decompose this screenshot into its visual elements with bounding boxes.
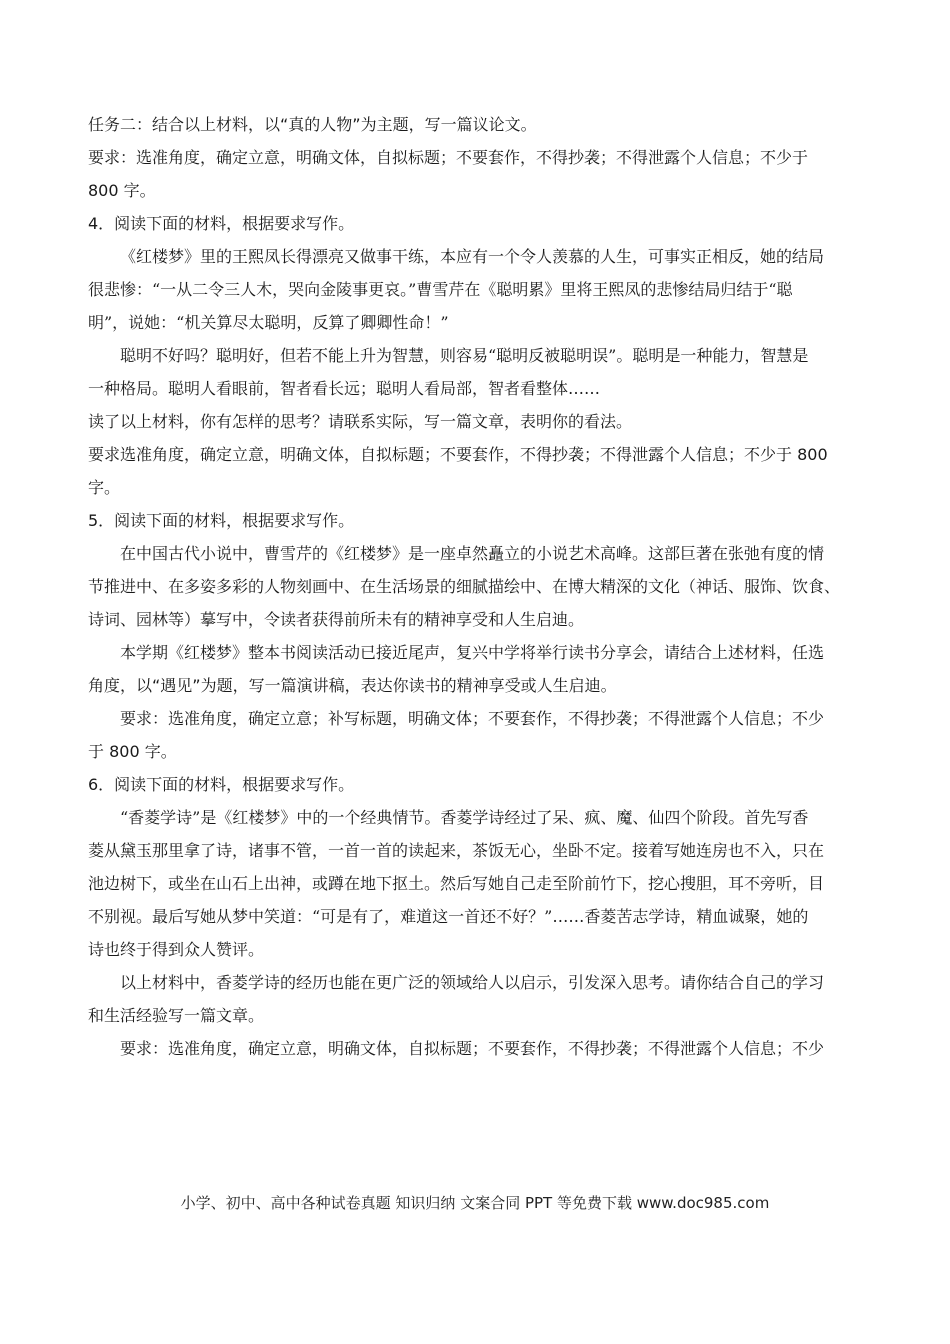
material-paragraph-line: 节推进中、在多姿多彩的人物刻画中、在生活场景的细腻描绘中、在博大精深的文化（神话、服饰、饮食、: [88, 577, 841, 596]
requirement-line: 800 字。: [88, 181, 156, 200]
requirement-line: 要求选准角度，确定立意，明确文体，自拟标题；不要套作，不得抄袭；不得泄露个人信息；不少于 800: [88, 445, 828, 464]
material-paragraph-line: 明”，说她：“机关算尽太聪明，反算了卿卿性命！”: [88, 313, 449, 332]
prompt-line: 和生活经验写一篇文章。: [88, 1006, 265, 1025]
material-paragraph-line: 不别视。最后写她从梦中笑道：“可是有了，难道这一首还不好？”……香菱苦志学诗，精血诚聚，她的: [88, 907, 809, 926]
question-heading-4: 4．阅读下面的材料，根据要求写作。: [88, 214, 355, 233]
requirement-line: 于 800 字。: [88, 742, 177, 761]
material-paragraph-line: 池边树下，或坐在山石上出神，或蹲在地下抠土。然后写她自己走至阶前竹下，挖心搜胆，耳不旁听，目: [88, 874, 825, 893]
page-footer: 小学、初中、高中各种试卷真题 知识归纳 文案合同 PPT 等免费下载 www.doc985.com: [180, 1194, 770, 1212]
material-paragraph-line: 聪明不好吗？聪明好，但若不能上升为智慧，则容易“聪明反被聪明误”。聪明是一种能力，智慧是: [120, 346, 809, 365]
material-paragraph-line: 菱从黛玉那里拿了诗，诸事不管，一首一首的读起来，茶饭无心，坐卧不定。接着写她连房也不入，只在: [88, 841, 825, 860]
material-paragraph-line: 诗也终于得到众人赞评。: [88, 940, 265, 959]
task-two-line: 任务二：结合以上材料，以“真的人物”为主题，写一篇议论文。: [88, 115, 537, 134]
requirement-line: 要求：选准角度，确定立意，明确文体，自拟标题；不要套作，不得抄袭；不得泄露个人信息；不少: [120, 1039, 825, 1058]
prompt-line: 本学期《红楼梦》整本书阅读活动已接近尾声，复兴中学将举行读书分享会，请结合上述材料，任选: [120, 643, 825, 662]
material-paragraph-line: 很悲惨：“一从二令三人木，哭向金陵事更哀。”曹雪芹在《聪明累》里将王熙凤的悲惨结局归结于“聪: [88, 280, 793, 299]
material-paragraph-line: 《红楼梦》里的王熙凤长得漂亮又做事干练，本应有一个令人羡慕的人生，可事实正相反，她的结局: [120, 247, 825, 266]
material-paragraph-line: 一种格局。聪明人看眼前，智者看长远；聪明人看局部，智者看整体……: [88, 379, 601, 398]
prompt-line: 以上材料中，香菱学诗的经历也能在更广泛的领域给人以启示，引发深入思考。请你结合自己的学习: [120, 973, 825, 992]
requirement-line: 要求：选准角度，确定立意，明确文体，自拟标题；不要套作，不得抄袭；不得泄露个人信息；不少于: [88, 148, 809, 167]
material-paragraph-line: “香菱学诗”是《红楼梦》中的一个经典情节。香菱学诗经过了呆、疯、魔、仙四个阶段。首先写香: [120, 808, 809, 827]
material-paragraph-line: 诗词、园林等）摹写中，令读者获得前所未有的精神享受和人生启迪。: [88, 610, 585, 629]
requirement-line: 字。: [88, 478, 121, 497]
material-paragraph-line: 在中国古代小说中，曹雪芹的《红楼梦》是一座卓然矗立的小说艺术高峰。这部巨著在张弛有度的情: [120, 544, 825, 563]
prompt-line: 读了以上材料，你有怎样的思考？请联系实际，写一篇文章，表明你的看法。: [88, 412, 633, 431]
question-heading-5: 5．阅读下面的材料，根据要求写作。: [88, 511, 355, 530]
prompt-line: 角度，以“遇见”为题，写一篇演讲稿，表达你读书的精神享受或人生启迪。: [88, 676, 617, 695]
requirement-line: 要求：选准角度，确定立意；补写标题，明确文体；不要套作，不得抄袭；不得泄露个人信息；不少: [120, 709, 825, 728]
question-heading-6: 6．阅读下面的材料，根据要求写作。: [88, 775, 355, 794]
